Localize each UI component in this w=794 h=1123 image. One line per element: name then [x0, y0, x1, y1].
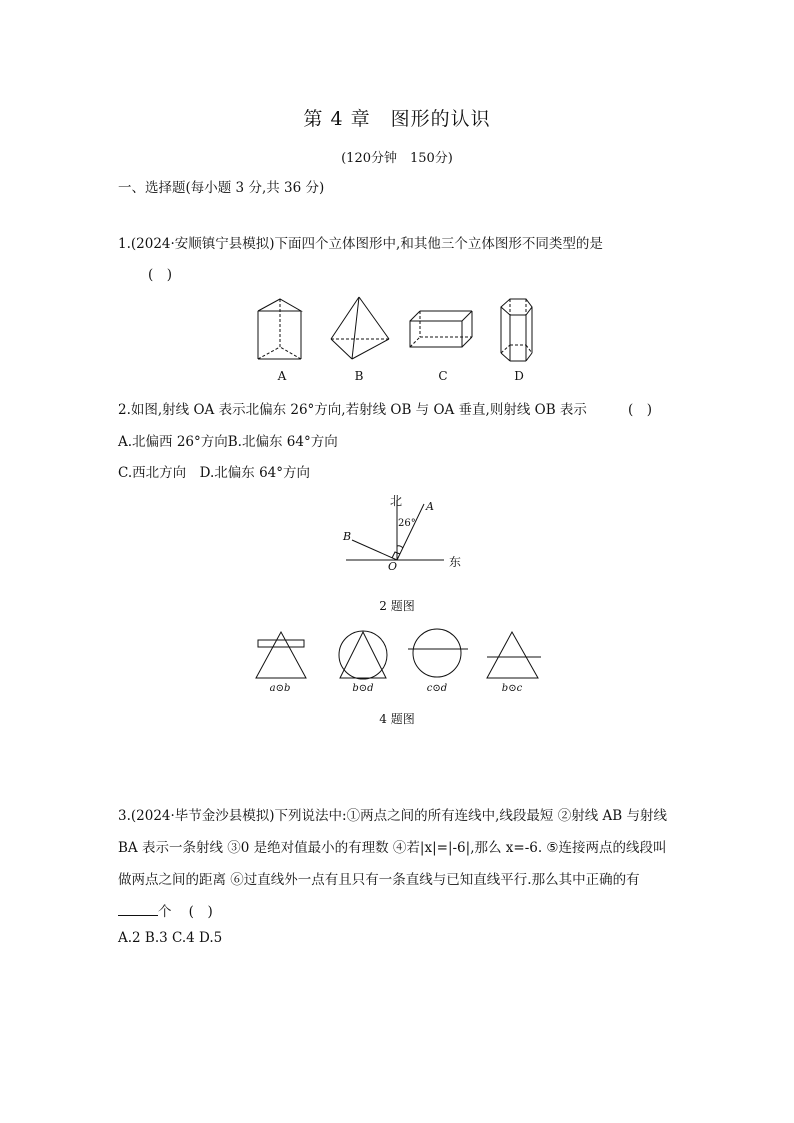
q2-options-line-1: A.北偏西 26°方向B.北偏东 64°方向: [118, 434, 338, 450]
q4-label-3: c⊙d: [426, 683, 448, 694]
q3-options: A.2 B.3 C.4 D.5: [118, 930, 223, 946]
q4-label-4: b⊙c: [501, 683, 523, 694]
solid-d-hexagonal-prism: [501, 299, 532, 361]
q3-answer-blank: [118, 901, 158, 916]
q1-option-c-label: C: [438, 369, 448, 383]
shape-b-odot-c: [487, 632, 541, 678]
origin-label: O: [388, 560, 398, 573]
east-label: 东: [449, 555, 462, 569]
q2-answer-bracket: ( ): [628, 402, 653, 418]
q4-figure-caption: 4 题图: [379, 712, 415, 726]
point-b-label: B: [343, 530, 352, 543]
angle-label: 26°: [398, 518, 416, 529]
solid-b-pyramid: [331, 297, 389, 359]
shape-a-odot-b: [256, 632, 306, 678]
shape-b-odot-d: [339, 631, 387, 679]
ray-oa: [397, 504, 424, 560]
q1-option-b-label: B: [354, 369, 364, 383]
solid-c-cuboid: [410, 311, 472, 347]
q2-stem: 2.如图,射线 OA 表示北偏东 26°方向,若射线 OB 与 OA 垂直,则射线 OB 表示: [118, 402, 587, 418]
q4-label-2: b⊙d: [352, 683, 374, 694]
shape-c-odot-d: [408, 629, 468, 677]
exam-time-score: (120分钟 150分): [341, 151, 453, 166]
section-heading: 一、选择题(每小题 3 分,共 36 分): [118, 180, 325, 196]
q3-answer-bracket: ( ): [188, 904, 213, 920]
angle-arc: [397, 546, 403, 548]
q3-stem: [118, 800, 678, 928]
solid-a-triangular-prism: [258, 299, 301, 359]
ray-ob: [352, 540, 397, 560]
q1-solids-figure: [240, 295, 540, 370]
page-title: 第 4 章 图形的认识: [303, 108, 491, 130]
q1-answer-bracket: ( ): [148, 267, 173, 283]
q1-stem: 1.(2024·安顺镇宁县模拟)下面四个立体图形中,和其他三个立体图形不同类型的是: [118, 236, 603, 252]
q3-unit: 个: [158, 904, 172, 920]
q4-shapes-figure: [250, 626, 550, 682]
q2-figure-caption: 2 题图: [379, 599, 415, 613]
q3-text: 3.(2024·毕节金沙县模拟)下列说法中:①两点之间的所有连线中,线段最短 ②射线 AB 与射线 BA 表示一条射线 ③0 是绝对值最小的有理数 ④若|x|=|-6|,那么 x=-6. ⑤连接两点的线段叫做两点之间的距离 ⑥过直线外一点有且只有一条直线与已知直线平行.那么其中正确的有: [118, 808, 667, 888]
q1-option-d-label: D: [514, 369, 524, 383]
q4-label-1: a⊙b: [269, 683, 291, 694]
q1-option-a-label: A: [277, 369, 287, 383]
q2-options-line-2: C.西北方向 D.北偏东 64°方向: [118, 465, 310, 481]
point-a-label: A: [426, 500, 434, 513]
north-label: 北: [390, 494, 403, 508]
